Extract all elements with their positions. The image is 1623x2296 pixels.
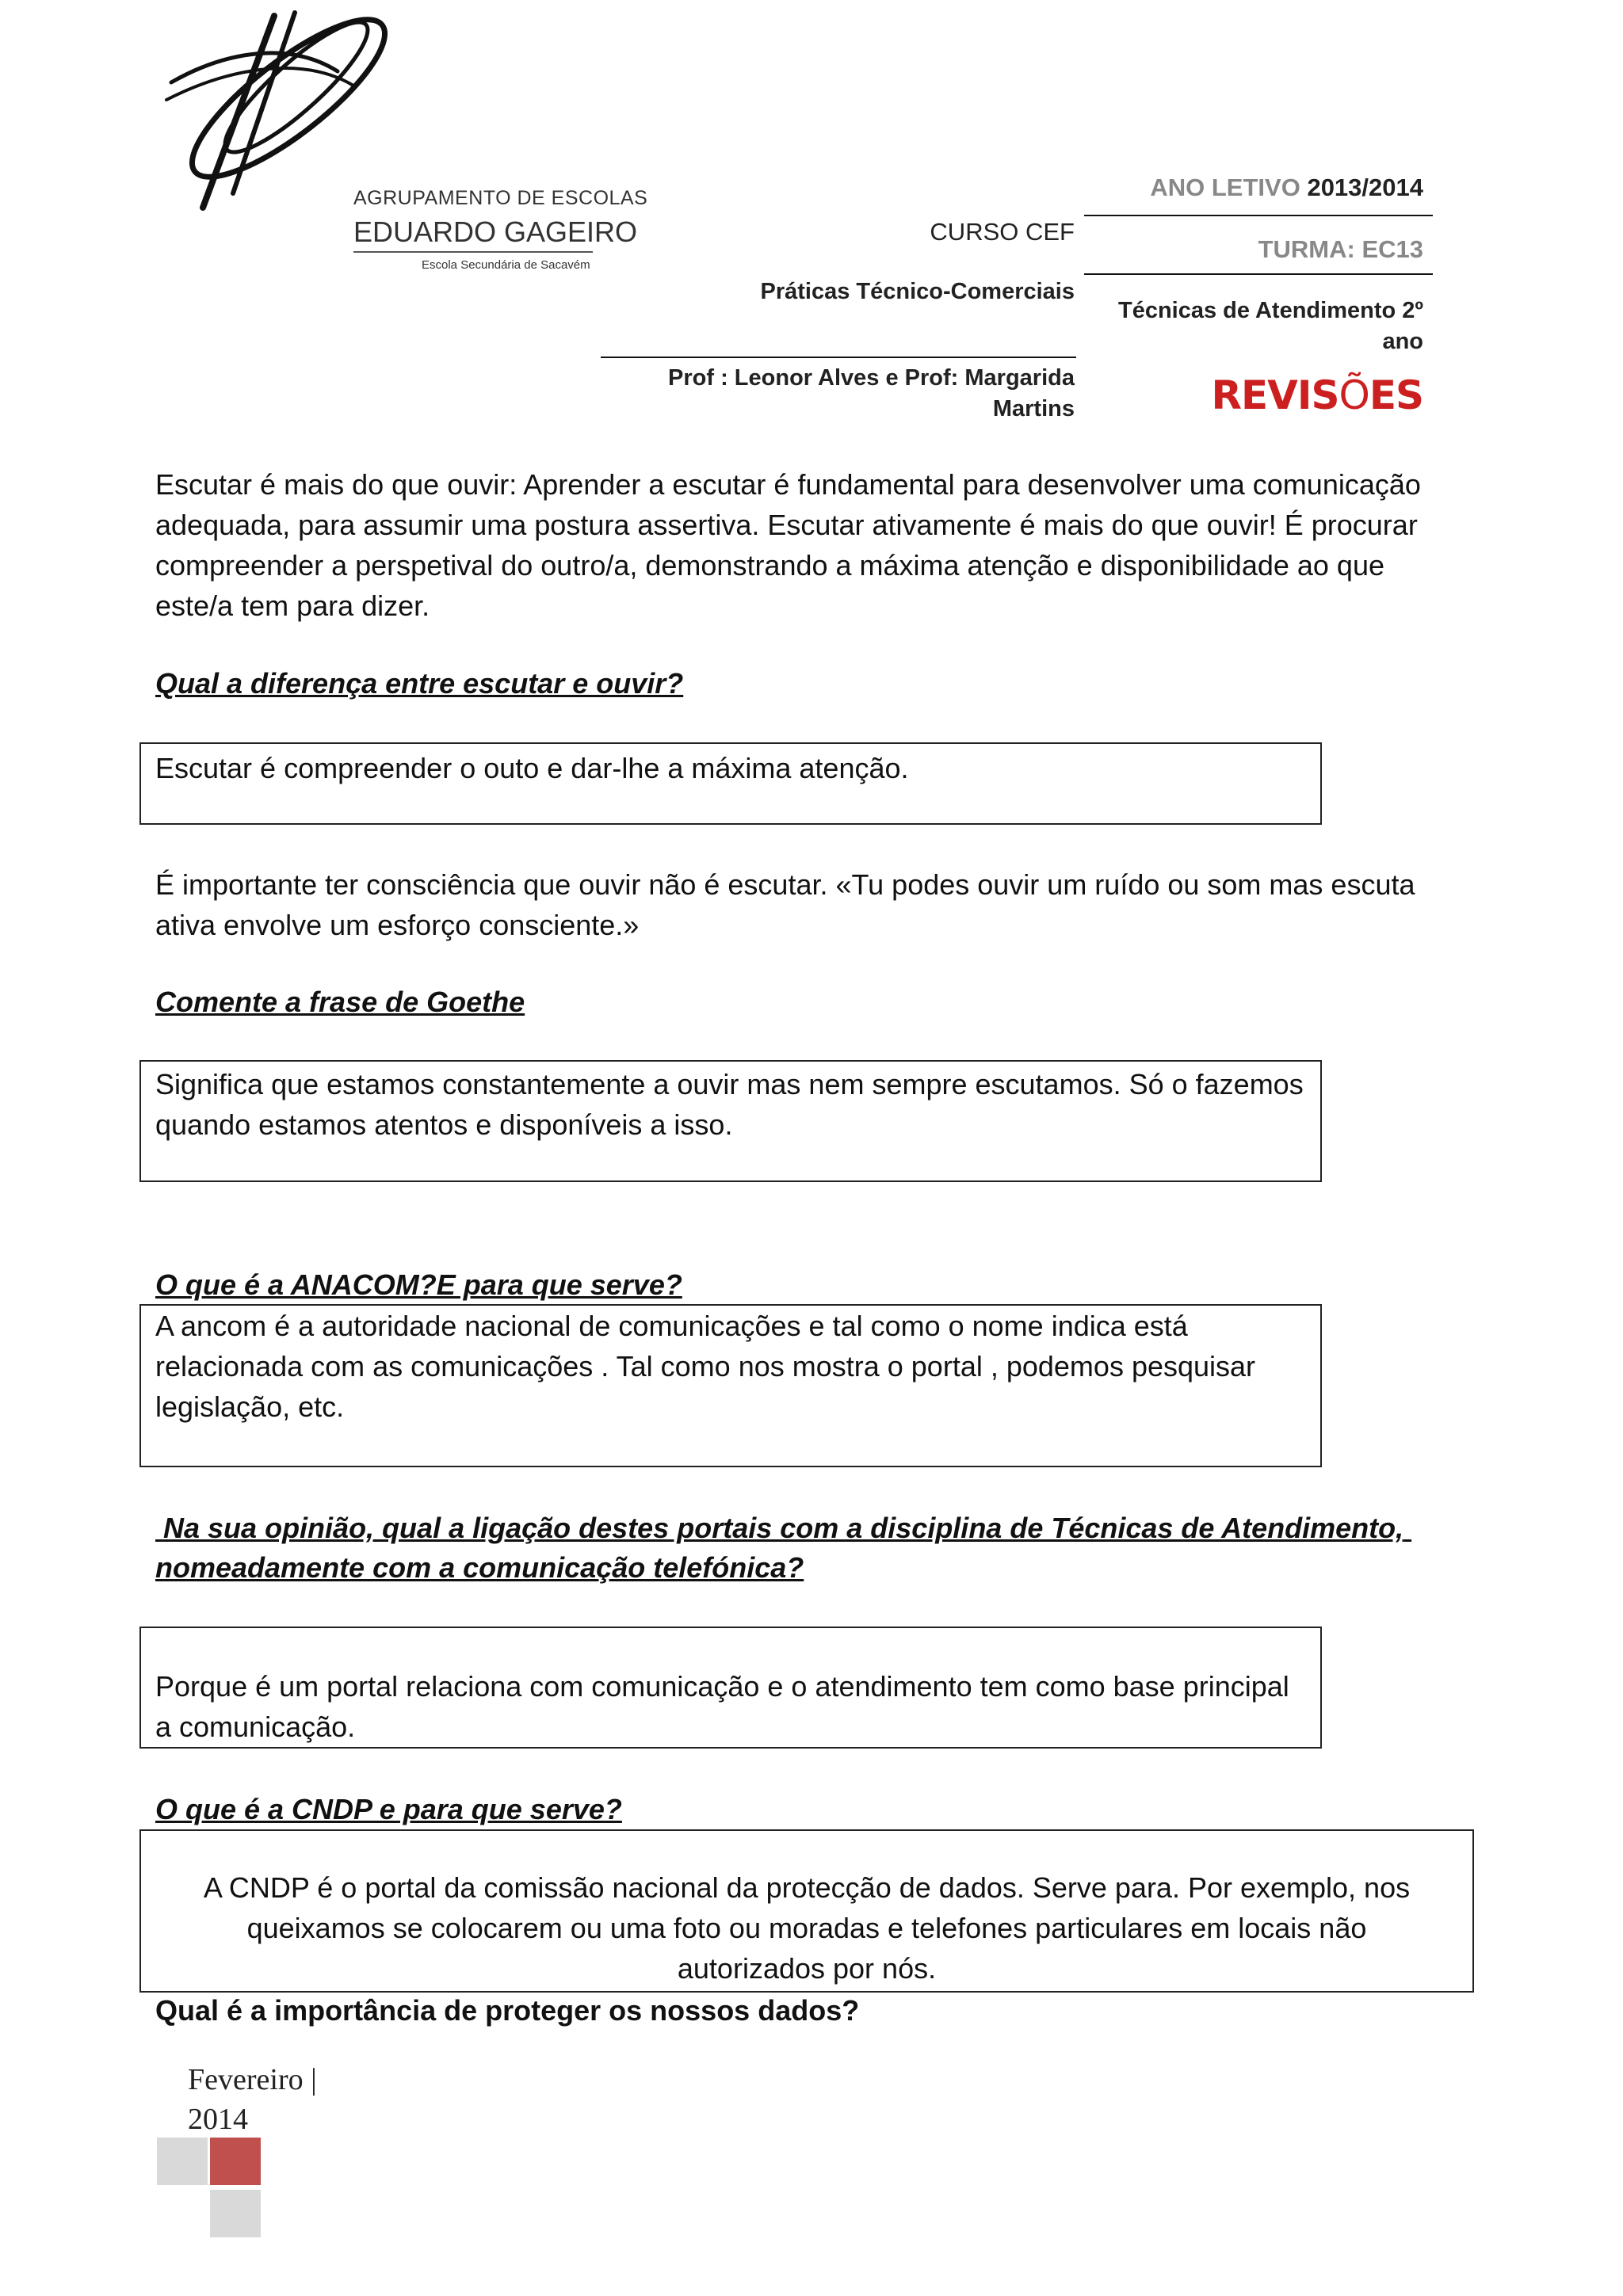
school-logo (155, 10, 417, 215)
school-subtitle: Escola Secundária de Sacavém (422, 258, 590, 272)
course-label: CURSO CEF (930, 218, 1075, 246)
answer-1: Escutar é compreender o outo e dar-lhe a máxima atenção. (155, 752, 909, 784)
revisoes-part-b: Õ (1338, 372, 1369, 418)
answer-box-3 (139, 1304, 1322, 1467)
header-divider-left (601, 357, 1076, 358)
answer-box-4 (139, 1627, 1322, 1749)
school-name-line2: EDUARDO GAGEIRO (353, 215, 638, 248)
teachers-label: Prof : Leonor Alves e Prof: Margarida Martins (668, 365, 1075, 421)
footer-square-gray-2 (210, 2190, 261, 2237)
question-3: O que é a ANACOM?E para que serve? (155, 1268, 682, 1301)
paragraph-2: É importante ter consciência que ouvir não é escutar. «Tu podes ouvir um ruído ou som mas escuta ativa envolve um esforço consciente.» (155, 868, 1415, 941)
revisoes-part-c: ES (1369, 372, 1423, 418)
school-year (1150, 174, 1423, 202)
question-1: Qual a diferença entre escutar e ouvir? (155, 667, 684, 700)
class-label: TURMA: EC13 (1258, 235, 1423, 263)
revisoes-title (1212, 372, 1424, 418)
footer-square-gray-1 (157, 2138, 208, 2185)
answer-5: A CNDP é o portal da comissão nacional da protecção de dados. Serve para. Por exemplo, nos queixamos se colocarem ou uma foto ou moradas e telefones particulares em locais não autorizados por nós. (203, 1871, 1411, 1985)
footer-date (188, 2060, 317, 2139)
school-name-line1: AGRUPAMENTO DE ESCOLAS (353, 187, 648, 209)
footer-year: 2014 (188, 2103, 248, 2136)
revisoes-part-a: REVIS (1211, 372, 1339, 418)
intro-paragraph: Escutar é mais do que ouvir: Aprender a escutar é fundamental para desenvolver uma comunicação adequada, para assumir uma postura assertiva. Escutar ativamente é mais do que ouvir! É procurar compreender a perspetival do outro/a, demonstrando a máxima atenção e disponibilidade ao que este/a tem para dizer. (155, 468, 1421, 622)
question-2: Comente a frase de Goethe (155, 986, 525, 1018)
answer-box-5 (139, 1829, 1474, 1993)
footer-square-red (210, 2138, 261, 2185)
subject-label: Práticas Técnico-Comerciais (760, 279, 1075, 304)
question-4: Na sua opinião, qual a ligação destes portais com a disciplina de Técnicas de Atendimento, nomeadamente com a comunicação telefónica? (155, 1512, 1412, 1584)
footer-month: Fevereiro | (188, 2063, 317, 2096)
school-year-value: 2013/2014 (1307, 174, 1423, 201)
question-5: O que é a CNDP e para que serve? (155, 1793, 622, 1825)
question-6: Qual é a importância de proteger os nossos dados? (155, 1994, 860, 2027)
answer-box-1 (139, 742, 1322, 825)
header-divider-right-1 (1084, 215, 1433, 216)
answer-4: Porque é um portal relaciona com comunicação e o atendimento tem como base principal a comunicação. (155, 1670, 1289, 1743)
answer-3: A ancom é a autoridade nacional de comunicações e tal como o nome indica está relacionada com as comunicações . Tal como nos mostra o portal , podemos pesquisar legislação, etc. (155, 1310, 1256, 1423)
school-year-label: ANO LETIVO (1150, 174, 1300, 201)
header-divider-right-2 (1084, 273, 1433, 275)
topic-label: Técnicas de Atendimento 2º ano (1117, 298, 1423, 354)
answer-2: Significa que estamos constantemente a ouvir mas nem sempre escutamos. Só o fazemos quando estamos atentos e disponíveis a isso. (155, 1068, 1304, 1141)
school-divider (353, 251, 593, 253)
answer-box-2 (139, 1060, 1322, 1182)
